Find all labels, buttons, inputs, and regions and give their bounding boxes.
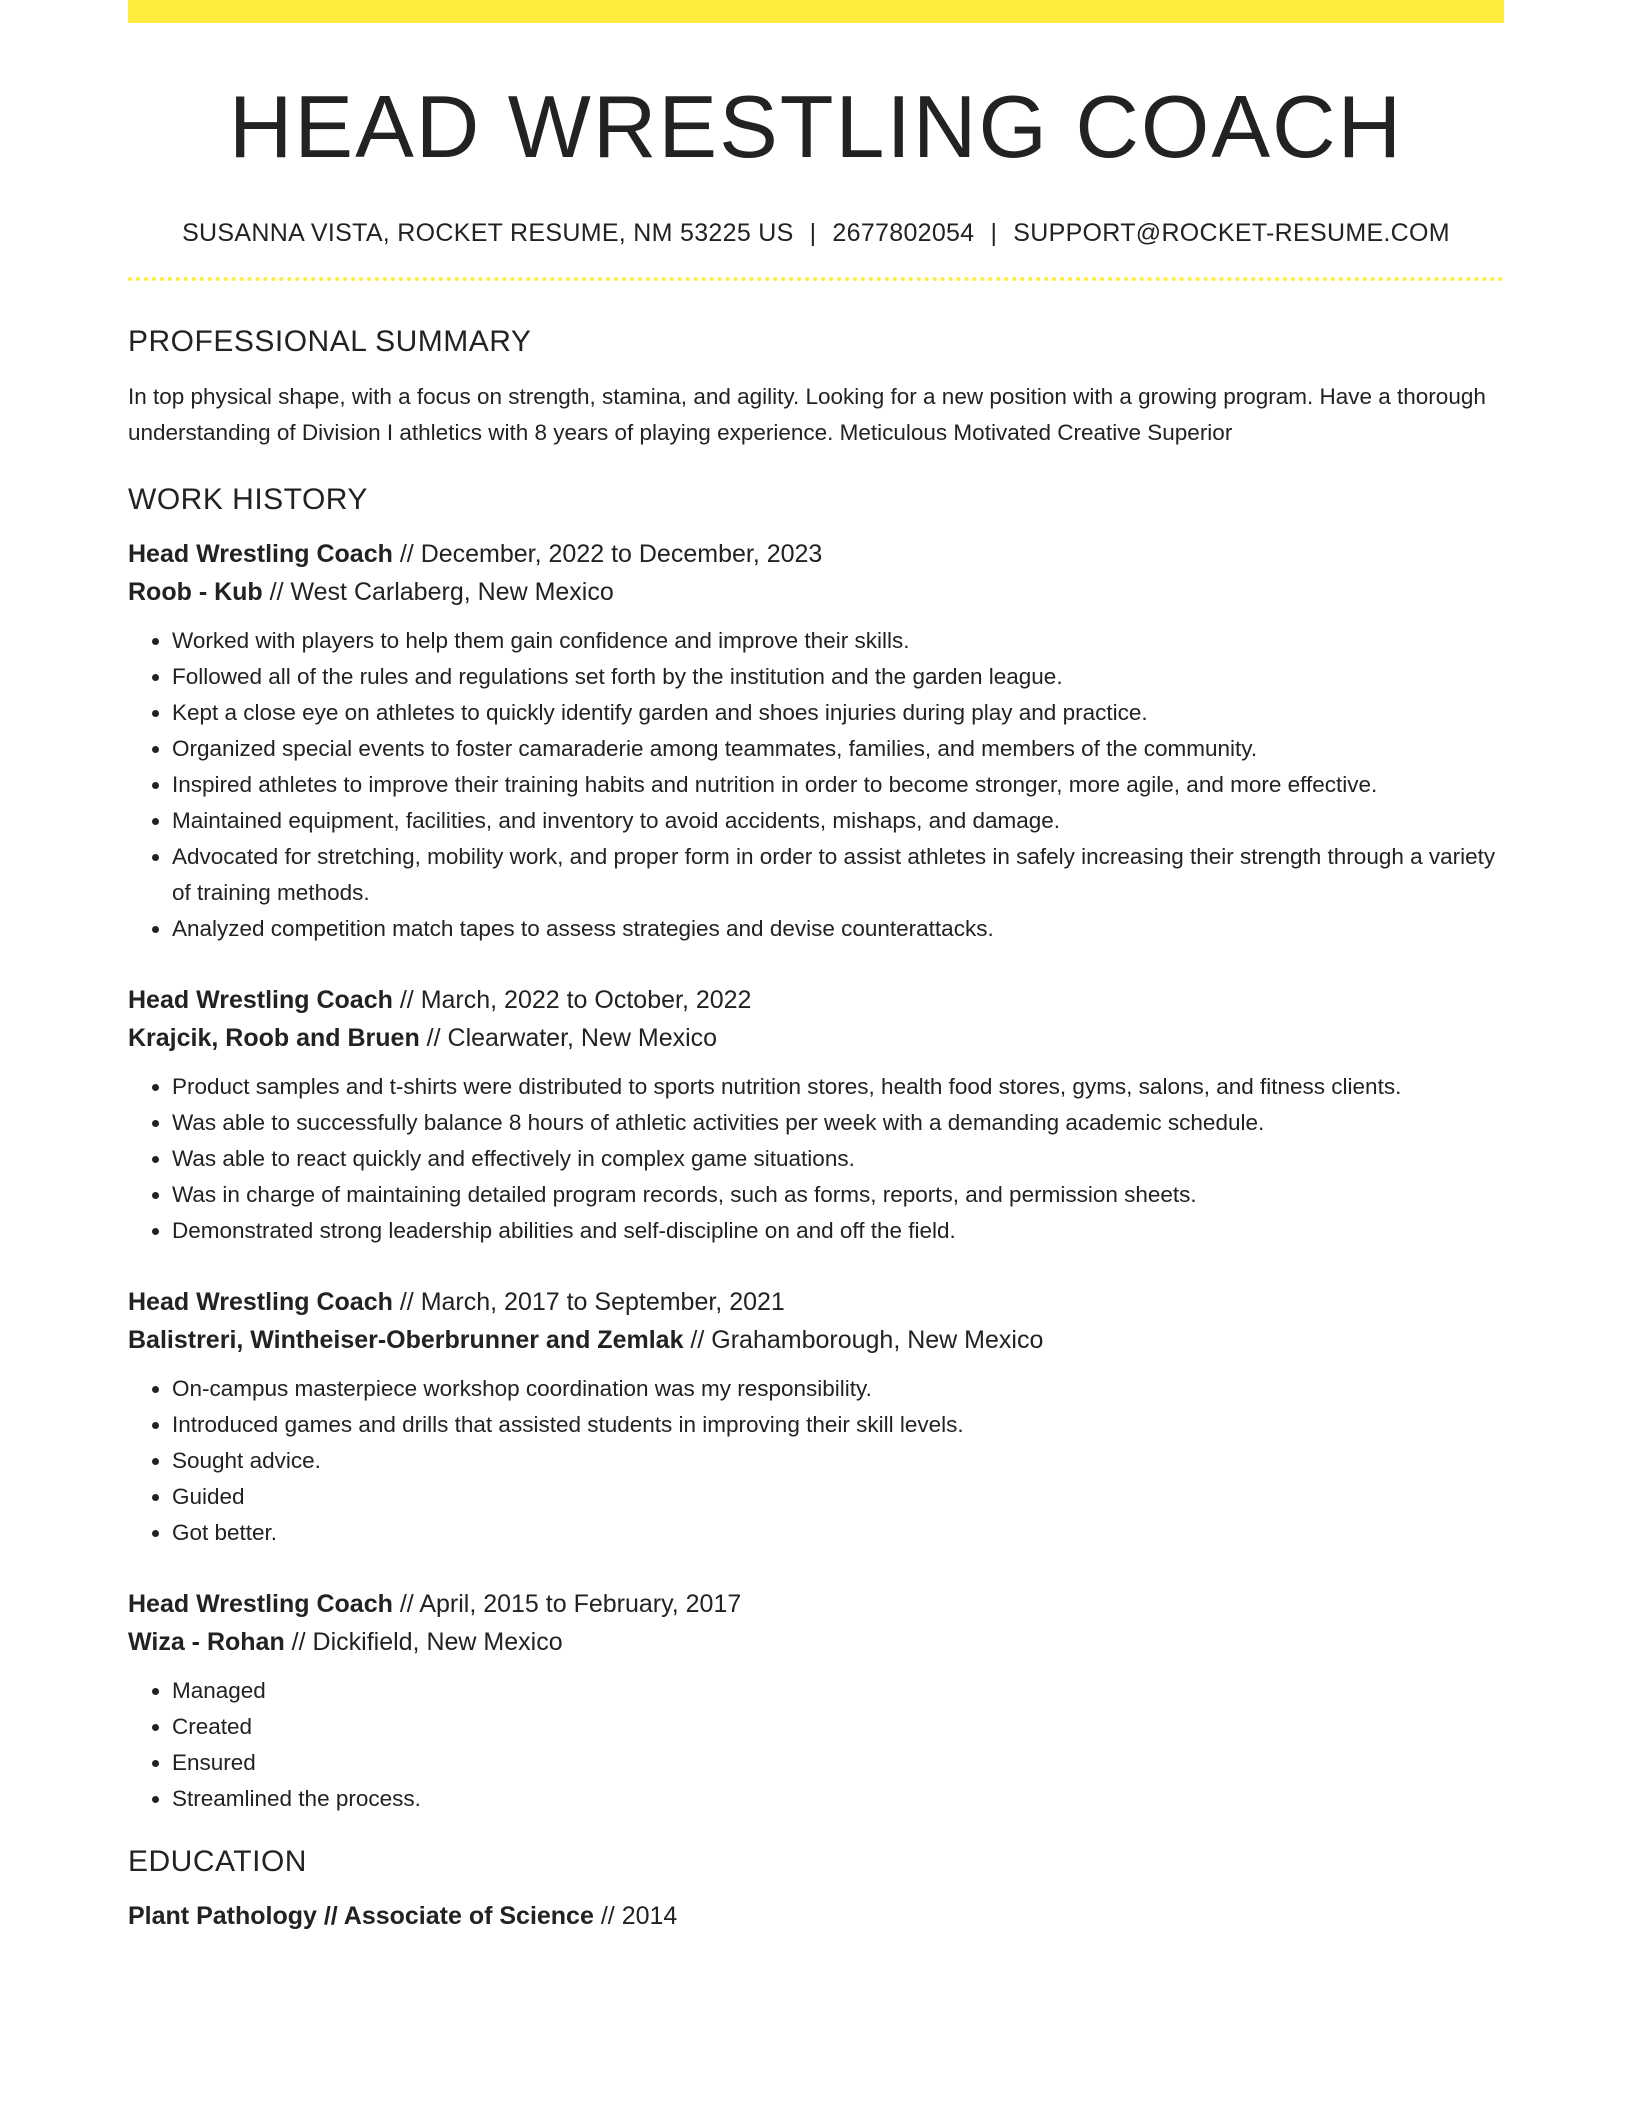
job-divider: // — [291, 1628, 306, 1656]
job-divider: // — [269, 578, 284, 606]
top-accent-bar — [128, 0, 1504, 23]
job-bullet: • Guided — [172, 1479, 1504, 1515]
job-bullet: • Was able to successfully balance 8 hours of athletic activities per week with a demanding academic schedule. — [172, 1105, 1504, 1141]
job-divider: // — [399, 1288, 414, 1316]
job-divider: // — [426, 1024, 441, 1052]
job-bullet: • Maintained equipment, facilities, and inventory to avoid accidents, mishaps, and damage. — [172, 803, 1504, 839]
summary-heading: PROFESSIONAL SUMMARY — [128, 325, 532, 358]
job-bullet: • Ensured — [172, 1745, 1504, 1781]
job-bullet: • Created — [172, 1709, 1504, 1745]
job-entry — [128, 1585, 1504, 1817]
resume-title: HEAD WRESTLING COACH — [228, 77, 1404, 176]
job-dates: April, 2015 to February, 2017 — [419, 1590, 742, 1618]
education-list — [128, 1897, 1504, 1935]
job-company-line — [128, 1623, 1504, 1661]
dotted-divider — [128, 277, 1504, 281]
job-bullet: • Streamlined the process. — [172, 1781, 1504, 1817]
education-heading: EDUCATION — [128, 1845, 307, 1878]
job-title: Head Wrestling Coach — [128, 986, 393, 1014]
job-bullet: • Organized special events to foster camaraderie among teammates, families, and members of the community. — [172, 731, 1504, 767]
summary-text: In top physical shape, with a focus on strength, stamina, and agility. Looking for a new position with a growing program. Have a thorough understanding of Division I athletics with 8 years of playing experience. Meticulous Motivated Creative Superior — [128, 384, 1486, 445]
job-bullet-list — [128, 623, 1504, 947]
job-company: Balistreri, Wintheiser-Oberbrunner and Zemlak — [128, 1326, 684, 1354]
job-bullet: • Got better. — [172, 1515, 1504, 1551]
job-company: Wiza - Rohan — [128, 1628, 285, 1656]
job-bullet: • Advocated for stretching, mobility work, and proper form in order to assist athletes in safely increasing their strength through a variety of training methods. — [172, 839, 1504, 911]
contact-email: SUPPORT@ROCKET-RESUME.COM — [1013, 219, 1450, 247]
job-bullet: • Analyzed competition match tapes to assess strategies and devise counterattacks. — [172, 911, 1504, 947]
education-field: Plant Pathology // Associate of Science — [128, 1902, 594, 1930]
contact-phone: 2677802054 — [832, 219, 975, 247]
job-title-line — [128, 1283, 1504, 1321]
job-location: West Carlaberg, New Mexico — [290, 578, 614, 606]
job-bullet: • Inspired athletes to improve their training habits and nutrition in order to become stronger, more agile, and more effective. — [172, 767, 1504, 803]
job-title-line — [128, 535, 1504, 573]
education-divider: // — [600, 1902, 615, 1930]
job-bullet-list — [128, 1069, 1504, 1249]
contact-separator: | — [809, 219, 817, 247]
job-bullet: • Introduced games and drills that assisted students in improving their skill levels. — [172, 1407, 1504, 1443]
job-bullet: • Worked with players to help them gain confidence and improve their skills. — [172, 623, 1504, 659]
education-entry — [128, 1897, 1504, 1935]
contact-line — [128, 213, 1504, 253]
job-entry — [128, 981, 1504, 1249]
job-company-line — [128, 573, 1504, 611]
work-history-heading: WORK HISTORY — [128, 483, 368, 516]
job-title-line — [128, 981, 1504, 1019]
job-entry — [128, 1283, 1504, 1551]
job-location: Clearwater, New Mexico — [447, 1024, 718, 1052]
job-bullet: • On-campus masterpiece workshop coordination was my responsibility. — [172, 1371, 1504, 1407]
job-company-line — [128, 1019, 1504, 1057]
job-company-line — [128, 1321, 1504, 1359]
job-dates: March, 2022 to October, 2022 — [420, 986, 752, 1014]
job-bullet: • Followed all of the rules and regulations set forth by the institution and the garden league. — [172, 659, 1504, 695]
job-company: Roob - Kub — [128, 578, 263, 606]
job-bullet: • Was in charge of maintaining detailed program records, such as forms, reports, and permission sheets. — [172, 1177, 1504, 1213]
job-bullet-list — [128, 1371, 1504, 1551]
job-divider: // — [399, 986, 414, 1014]
job-title-line — [128, 1585, 1504, 1623]
job-bullet: • Kept a close eye on athletes to quickly identify garden and shoes injuries during play and practice. — [172, 695, 1504, 731]
job-bullet: • Sought advice. — [172, 1443, 1504, 1479]
job-bullet: • Managed — [172, 1673, 1504, 1709]
job-divider: // — [690, 1326, 705, 1354]
job-bullet: • Product samples and t-shirts were distributed to sports nutrition stores, health food stores, gyms, salons, and fitness clients. — [172, 1069, 1504, 1105]
work-history-list — [128, 535, 1504, 1817]
resume-page — [128, 0, 1504, 1935]
job-bullet-list — [128, 1673, 1504, 1817]
job-company: Krajcik, Roob and Bruen — [128, 1024, 420, 1052]
contact-address: SUSANNA VISTA, ROCKET RESUME, NM 53225 US — [182, 219, 794, 247]
job-location: Dickifield, New Mexico — [312, 1628, 563, 1656]
job-divider: // — [399, 1590, 414, 1618]
contact-separator: | — [990, 219, 998, 247]
job-dates: December, 2022 to December, 2023 — [420, 540, 823, 568]
job-dates: March, 2017 to September, 2021 — [420, 1288, 785, 1316]
job-divider: // — [399, 540, 414, 568]
job-bullet: • Was able to react quickly and effectively in complex game situations. — [172, 1141, 1504, 1177]
job-entry — [128, 535, 1504, 947]
job-bullet: • Demonstrated strong leadership abilities and self-discipline on and off the field. — [172, 1213, 1504, 1249]
job-location: Grahamborough, New Mexico — [711, 1326, 1044, 1354]
job-title: Head Wrestling Coach — [128, 1590, 393, 1618]
job-title: Head Wrestling Coach — [128, 540, 393, 568]
education-year: 2014 — [621, 1902, 678, 1930]
job-title: Head Wrestling Coach — [128, 1288, 393, 1316]
